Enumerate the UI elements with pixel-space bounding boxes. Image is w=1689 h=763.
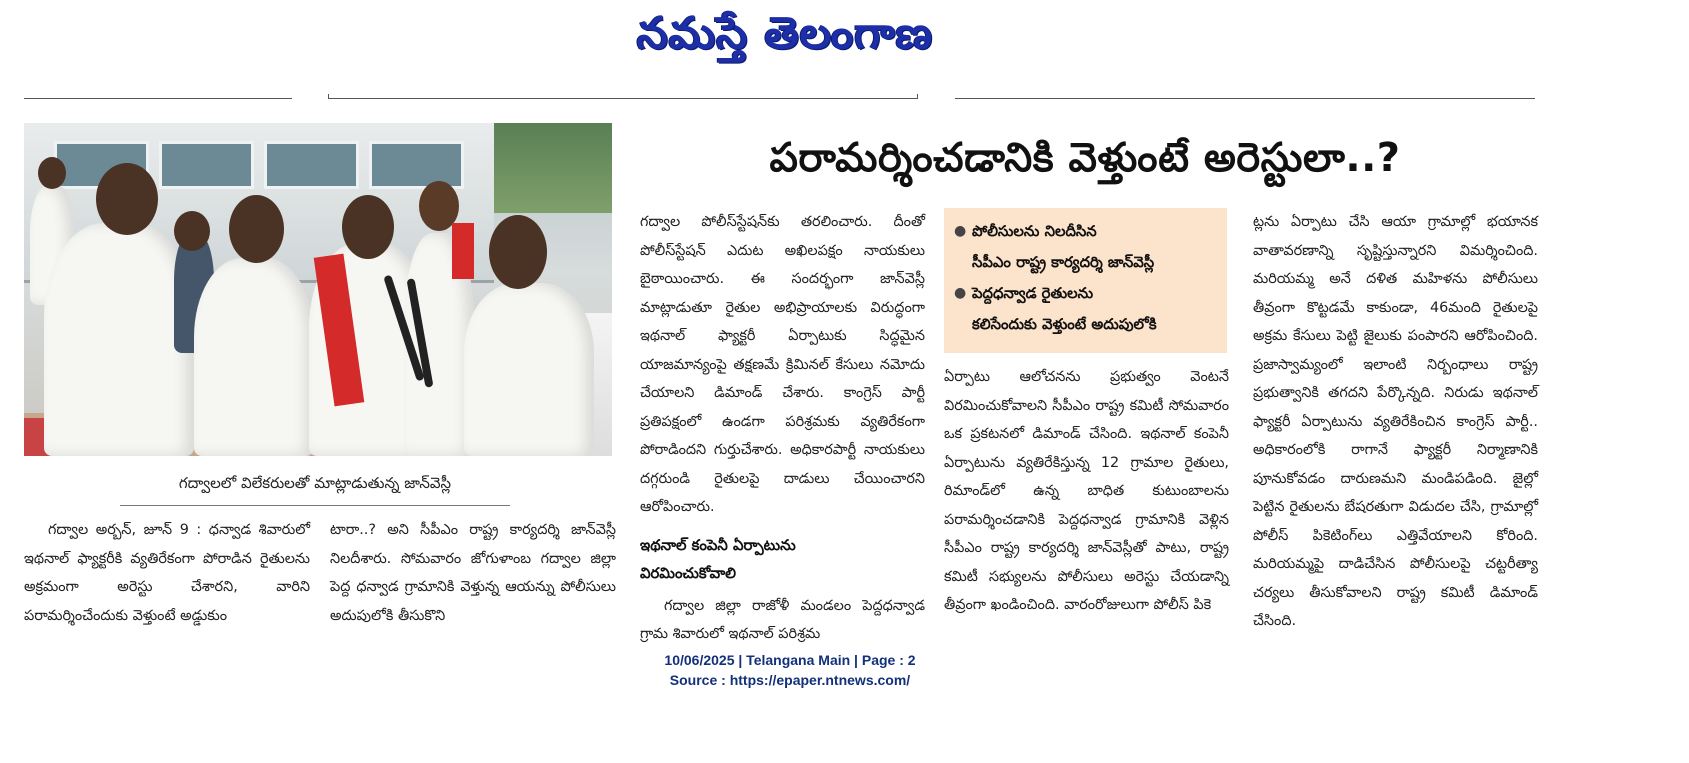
photo-red-scarf (452, 223, 474, 279)
article-text: గద్వాల పోలీస్‌స్టేషన్‌కు తరలించారు. దీంతో పోలీస్‌స్టేషన్ ఎదుట అఖిలపక్షం నాయకులు బైఠాయించారు. ఈ సందర్భంగా జాన్‌వెస్లీ మాట్లాడుతూ రైతుల అభిప్రాయాలకు విరుద్ధంగా ఇథనాల్ ఫ్యాక్టరీ ఏర్పాటుకు సిద్ధమైన యాజమాన్యంపై తక్షణమే క్రిమినల్ కేసులు నమోదు చేయాలని డిమాండ్ చేశారు. కాంగ్రెస్ పార్టీ ప్రతిపక్షంలో ఉండగా పరిశ్రమకు వ్యతిరేకంగా పోరాడిందని గుర్తుచేశారు. అధికారపార్టీ నాయకులు దగ్గరుండి రైతులపై దాడులు చేయించారని ఆరోపించారు. (640, 214, 925, 515)
photo-person-head (38, 157, 66, 189)
article-column-1 (24, 516, 310, 630)
article-text: ఏర్పాటు ఆలోచనను ప్రభుత్వం వెంటనే విరమించుకోవాలని సీపీఎం రాష్ట్ర కమిటీ సోమవారం ఒక ప్రకటనలో డిమాండ్ చేసింది. ఇథనాల్ కంపెనీ ఏర్పాటును వ్యతిరేకిస్తున్న 12 గ్రామాల రైతులు, రిమాండ్‌లో ఉన్న బాధిత కుటుంబాలను పరామర్శించడానికి పెద్దధన్వాడ గ్రామానికి వెళ్లిన సీపీఎం రాష్ట్ర కార్యదర్శి జాన్‌వెస్లీతో పాటు, రాష్ట్ర కమిటీ సభ్యులను పోలీసులు అరెస్టు చేయడాన్ని తీవ్రంగా ఖండించింది. వారంరోజులుగా పోలీస్ పికె (944, 369, 1229, 613)
highlight-line: సీపీఎం రాష్ట్ర కార్యదర్శి జాన్‌వెస్లీ (972, 254, 1155, 271)
newspaper-masthead: నమస్తే తెలంగాణ (636, 8, 934, 59)
bullet-icon: ● (954, 285, 967, 301)
subheading-line: ఇథనాల్ కంపెనీ ఏర్పాటును (640, 536, 796, 554)
article-headline: పరామర్శించడానికి వెళ్తుంటే అరెస్టులా..? (769, 135, 1401, 181)
divider-rule (328, 98, 918, 99)
photo-window (264, 141, 359, 189)
photo-person (194, 258, 314, 456)
article-text: గద్వాల అర్బన్, జూన్ 9 : ధన్వాడ శివారులో ఇథనాల్ ఫ్యాక్టరీకి వ్యతిరేకంగా పోరాడిన రైతులను అక్రమంగా అరెస్టు చేశారని, వారిని పరామర్శించేందుకు వెళ్తుంటే అడ్డుకుం (24, 522, 310, 624)
article-column-4 (944, 363, 1229, 620)
highlight-item (954, 278, 1219, 340)
page-footer (540, 650, 1040, 690)
article-column-3 (640, 208, 925, 649)
photo-person-head (174, 211, 210, 251)
highlight-item (954, 216, 1219, 278)
divider-rule (955, 98, 1535, 99)
photo-person-head (229, 195, 284, 263)
photo-trees (494, 123, 612, 213)
photo-person-head (96, 163, 158, 235)
article-text: టారా..? అని సీపీఎం రాష్ట్ర కార్యదర్శి జాన్‌వెస్లీ నిలదీశారు. సోమవారం జోగుళాంబ గద్వాల జిల్లా పెద్ద ధన్వాడ గ్రామానికి వెళ్తున్న ఆయన్ను పోలీసులు అదుపులోకి తీసుకొని (330, 522, 616, 624)
divider-rule (24, 98, 292, 99)
article-column-5 (1253, 208, 1538, 636)
photo-caption: గద్వాలలో విలేకరులతో మాట్లాడుతున్న జాన్‌వెస్లీ (178, 474, 452, 492)
source-link[interactable]: Source : https://epaper.ntnews.com/ (669, 672, 911, 688)
bullet-icon: ● (954, 223, 967, 239)
subheading-line: విరమించుకోవాలి (640, 564, 737, 582)
highlights-box (944, 208, 1227, 353)
edition-info: 10/06/2025 | Telangana Main | Page : 2 (664, 652, 916, 668)
news-photo (24, 123, 612, 456)
caption-underline (120, 505, 510, 506)
photo-window (369, 141, 464, 189)
article-subheading (640, 532, 925, 588)
article-text: గద్వాల జిల్లా రాజోళీ మండలం పెద్దధన్వాడ గ్రామ శివారులో ఇథనాల్ పరిశ్రమ (640, 597, 925, 642)
article-column-2 (330, 516, 616, 630)
photo-person-head (342, 195, 394, 259)
highlight-line: పెద్దధన్వాడ రైతులను (972, 285, 1094, 302)
photo-window (159, 141, 254, 189)
photo-person (464, 283, 594, 456)
photo-person (44, 223, 194, 456)
highlight-line: కలిసేందుకు వెళ్తుంటే అదుపులోకి (972, 316, 1157, 333)
article-text: ట్లను ఏర్పాటు చేసి ఆయా గ్రామాల్లో భయానక వాతావరణాన్ని సృష్టిస్తున్నారని విమర్శించింది. మరియమ్మ అనే దళిత మహిళను పోలీసులు తీవ్రంగా కొట్టడమే కాకుండా, 46మంది రైతులపై అక్రమ కేసులు పెట్టి జైలుకు పంపారని ఆరోపించింది. ప్రజాస్వామ్యంలో ఇలాంటి నిర్బంధాలు రాష్ట్ర ప్రభుత్వానికి తగదని పేర్కొన్నది. నిరుడు ఇథనాల్ ఫ్యాక్టరీ ఏర్పాటును వ్యతిరేకించిన కాంగ్రెస్ పార్టీ.. అధికారంలోకి రాగానే ఫ్యాక్టరీ నిర్మాణానికి పూనుకోవడం దారుణమని మండిపడింది. జైల్లో పెట్టిన రైతులను బేషరతుగా విడుదల చేసి, గ్రామాల్లో పోలీస్ పికెటింగ్‌లు ఎత్తివేయాలని కోరింది. మరియమ్మపై దాడిచేసిన పోలీసులపై చట్టరీత్యా చర్యలు తీసుకోవాలని రాష్ట్ర కమిటీ డిమాండ్ చేసింది. (1253, 214, 1538, 629)
highlight-line: పోలీసులను నిలదీసిన (972, 223, 1097, 240)
photo-person-head (489, 215, 547, 289)
